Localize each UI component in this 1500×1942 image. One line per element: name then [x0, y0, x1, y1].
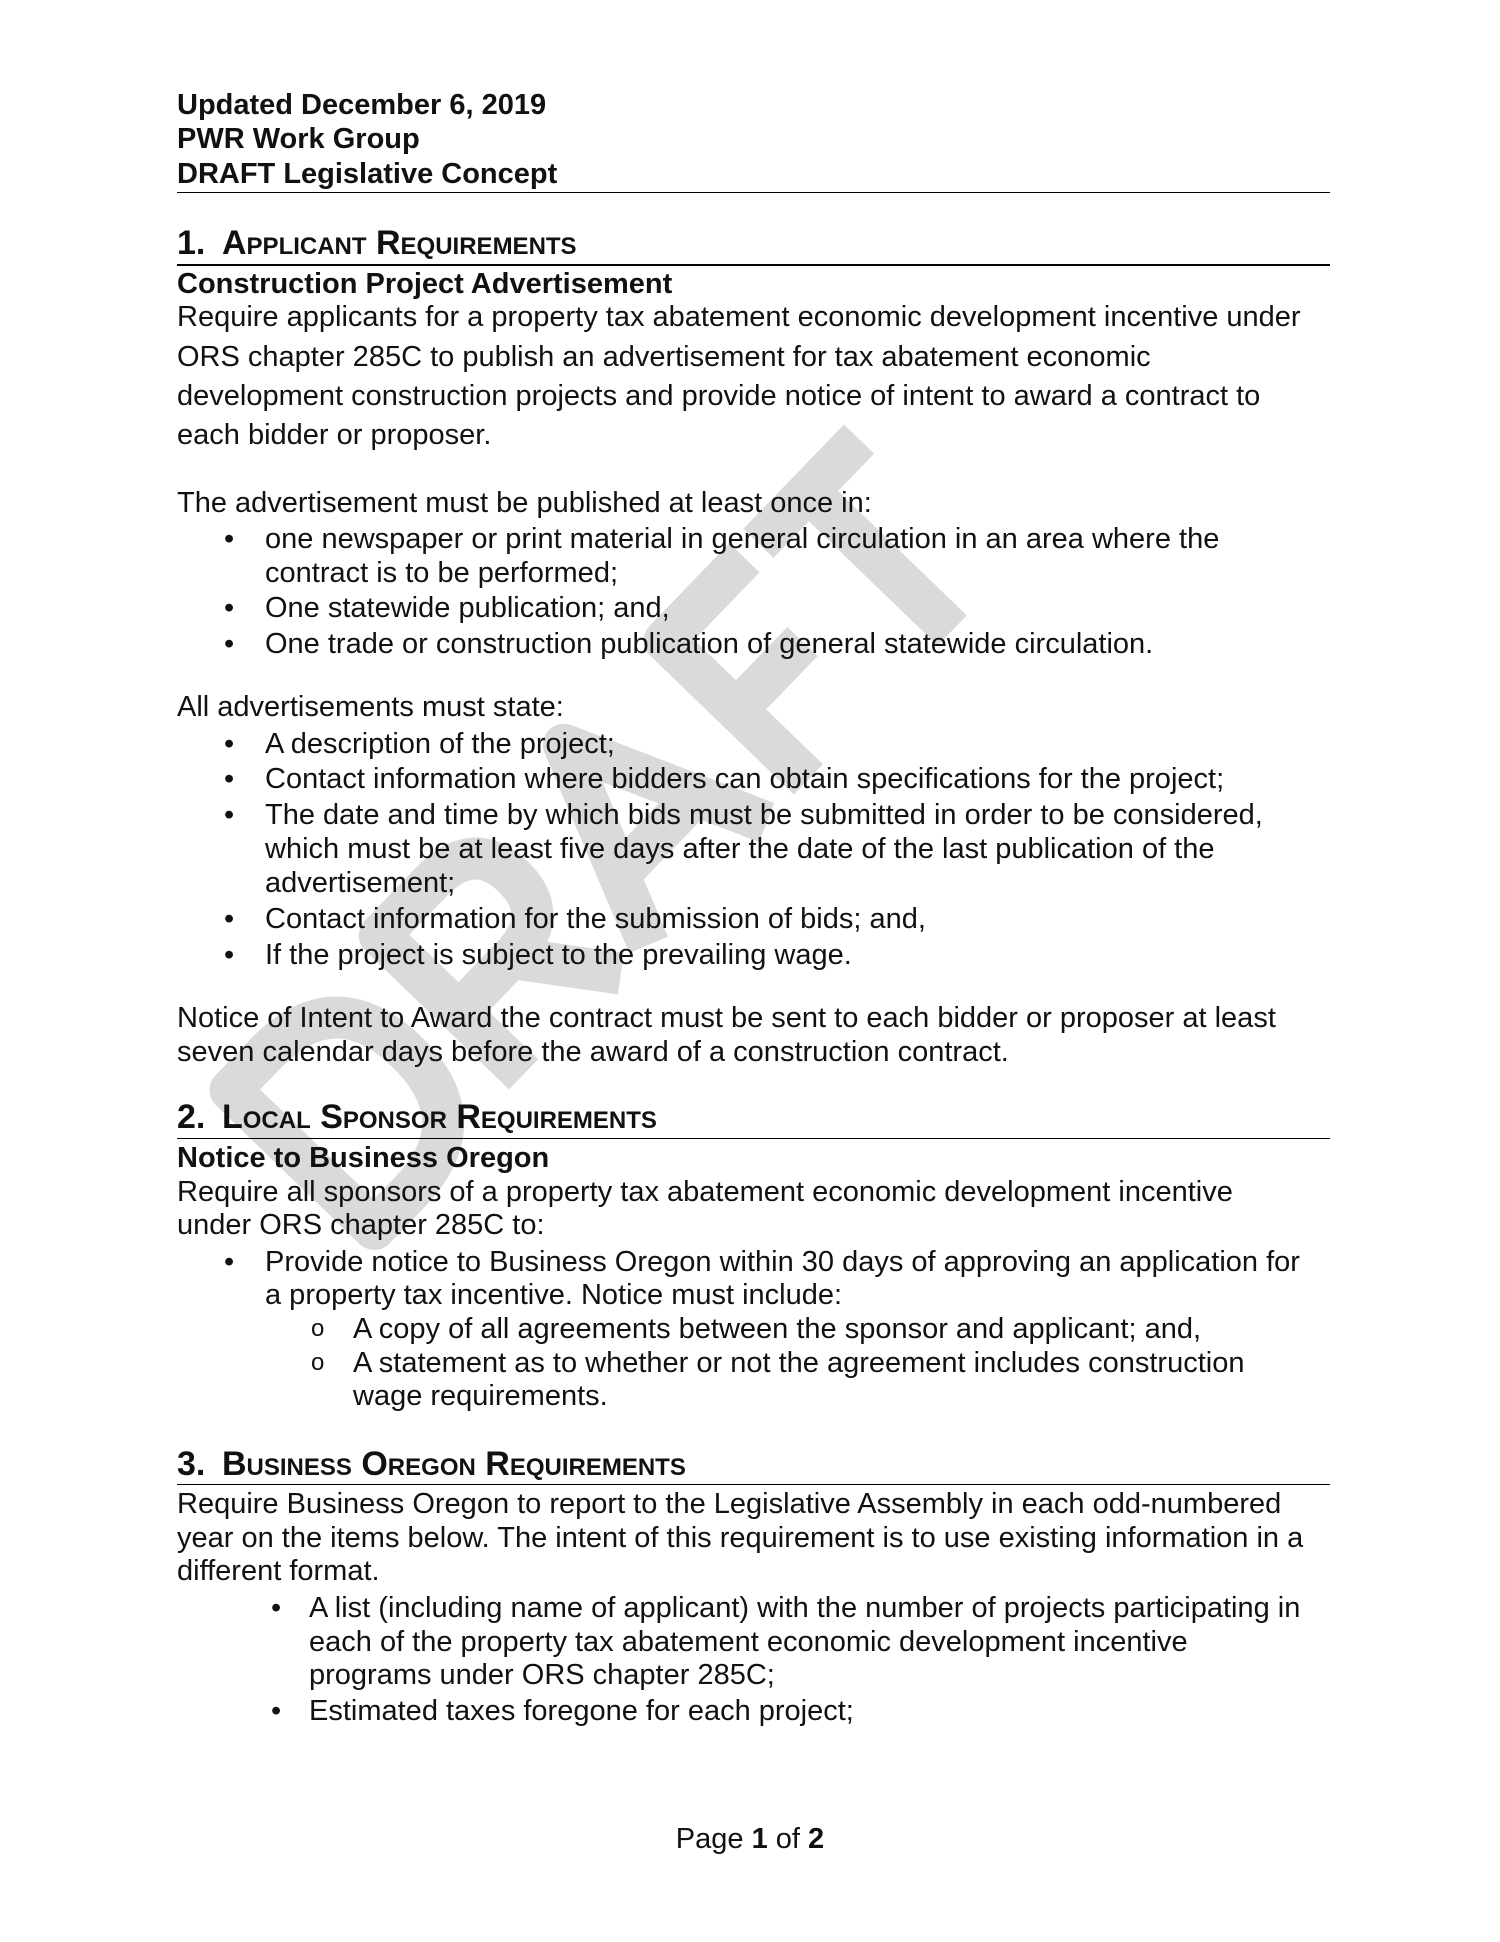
heading-rule — [177, 1138, 1330, 1139]
list-item: One statewide publication; and, — [265, 592, 670, 624]
bullet-icon: • — [271, 1592, 282, 1624]
list-item: Provide notice to Business Oregon within 30 days of approving an application for — [265, 1246, 1300, 1278]
paragraph-line: Require applicants for a property tax abatement economic development incentive under — [177, 301, 1301, 333]
bullet-icon: • — [224, 939, 235, 971]
list-item: advertisement; — [265, 867, 456, 899]
paragraph-line: under ORS chapter 285C to: — [177, 1209, 545, 1241]
bullet-icon: • — [224, 523, 235, 555]
section-heading — [177, 1098, 657, 1136]
total-pages: 2 — [808, 1823, 825, 1855]
list-item: each of the property tax abatement economic development incentive — [309, 1626, 1188, 1658]
section-number: 2. — [177, 1098, 206, 1136]
section-number: 3. — [177, 1445, 206, 1483]
bullet-icon: • — [224, 592, 235, 624]
bullet-icon: • — [271, 1695, 282, 1727]
sub-list-item: wage requirements. — [353, 1380, 608, 1412]
of-label: of — [775, 1823, 800, 1855]
section-title: Applicant Requirements — [222, 224, 577, 262]
document-title: DRAFT Legislative Concept — [177, 158, 558, 190]
sub-list-item: A statement as to whether or not the agreement includes construction — [353, 1347, 1245, 1379]
list-item: programs under ORS chapter 285C; — [309, 1659, 775, 1691]
section-title: Local Sponsor Requirements — [222, 1098, 657, 1136]
watermark-letter-f — [665, 558, 889, 780]
list-item: a property tax incentive. Notice must include: — [265, 1279, 843, 1311]
paragraph-line: each bidder or proposer. — [177, 419, 492, 451]
heading-rule — [177, 1484, 1330, 1485]
bullet-icon: • — [224, 1246, 235, 1278]
list-item: Estimated taxes foregone for each project; — [309, 1695, 854, 1727]
list-item: A description of the project; — [265, 728, 615, 760]
bullet-icon: • — [224, 799, 235, 831]
paragraph-line: ORS chapter 285C to publish an advertisement for tax abatement economic — [177, 341, 1151, 373]
bullet-icon: • — [224, 903, 235, 935]
list-item: one newspaper or print material in general circulation in an area where the — [265, 523, 1220, 555]
subsection-title: Construction Project Advertisement — [177, 268, 673, 300]
list-item: If the project is subject to the prevailing wage. — [265, 939, 852, 971]
section-heading — [177, 1445, 686, 1483]
heading-rule — [177, 264, 1330, 266]
list-item: Contact information for the submission of bids; and, — [265, 903, 926, 935]
circle-bullet-icon: o — [311, 1349, 325, 1376]
paragraph-line: All advertisements must state: — [177, 691, 564, 723]
sub-list-item: A copy of all agreements between the sponsor and applicant; and, — [353, 1313, 1202, 1345]
list-item: Contact information where bidders can obtain specifications for the project; — [265, 763, 1225, 795]
list-item: A list (including name of applicant) with the number of projects participating in — [309, 1592, 1301, 1624]
paragraph-line: Require all sponsors of a property tax abatement economic development incentive — [177, 1176, 1233, 1208]
paragraph-line: different format. — [177, 1555, 380, 1587]
bullet-icon: • — [224, 728, 235, 760]
paragraph-line: Require Business Oregon to report to the Legislative Assembly in each odd-numbered — [177, 1488, 1282, 1520]
paragraph-line: seven calendar days before the award of a construction contract. — [177, 1036, 1009, 1068]
paragraph-line: Notice of Intent to Award the contract must be sent to each bidder or proposer at least — [177, 1002, 1276, 1034]
list-item: which must be at least five days after the date of the last publication of the — [265, 833, 1215, 865]
bullet-icon: • — [224, 763, 235, 795]
list-item: One trade or construction publication of general statewide circulation. — [265, 628, 1154, 660]
section-title: Business Oregon Requirements — [222, 1445, 686, 1483]
circle-bullet-icon: o — [311, 1315, 325, 1342]
work-group: PWR Work Group — [177, 123, 420, 155]
paragraph-line: The advertisement must be published at least once in: — [177, 487, 872, 519]
paragraph-line: year on the items below. The intent of this requirement is to use existing information in a — [177, 1522, 1304, 1554]
updated-date: Updated December 6, 2019 — [177, 89, 547, 121]
subsection-title: Notice to Business Oregon — [177, 1142, 550, 1174]
page-label: Page — [675, 1823, 744, 1855]
current-page: 1 — [751, 1823, 768, 1855]
bullet-icon: • — [224, 628, 235, 660]
paragraph-line: development construction projects and provide notice of intent to award a contract to — [177, 380, 1261, 412]
header-divider — [177, 192, 1330, 193]
page-number — [0, 1822, 1500, 1856]
section-heading — [177, 224, 577, 262]
list-item: The date and time by which bids must be submitted in order to be considered, — [265, 799, 1263, 831]
section-number: 1. — [177, 224, 206, 262]
list-item: contract is to be performed; — [265, 557, 618, 589]
